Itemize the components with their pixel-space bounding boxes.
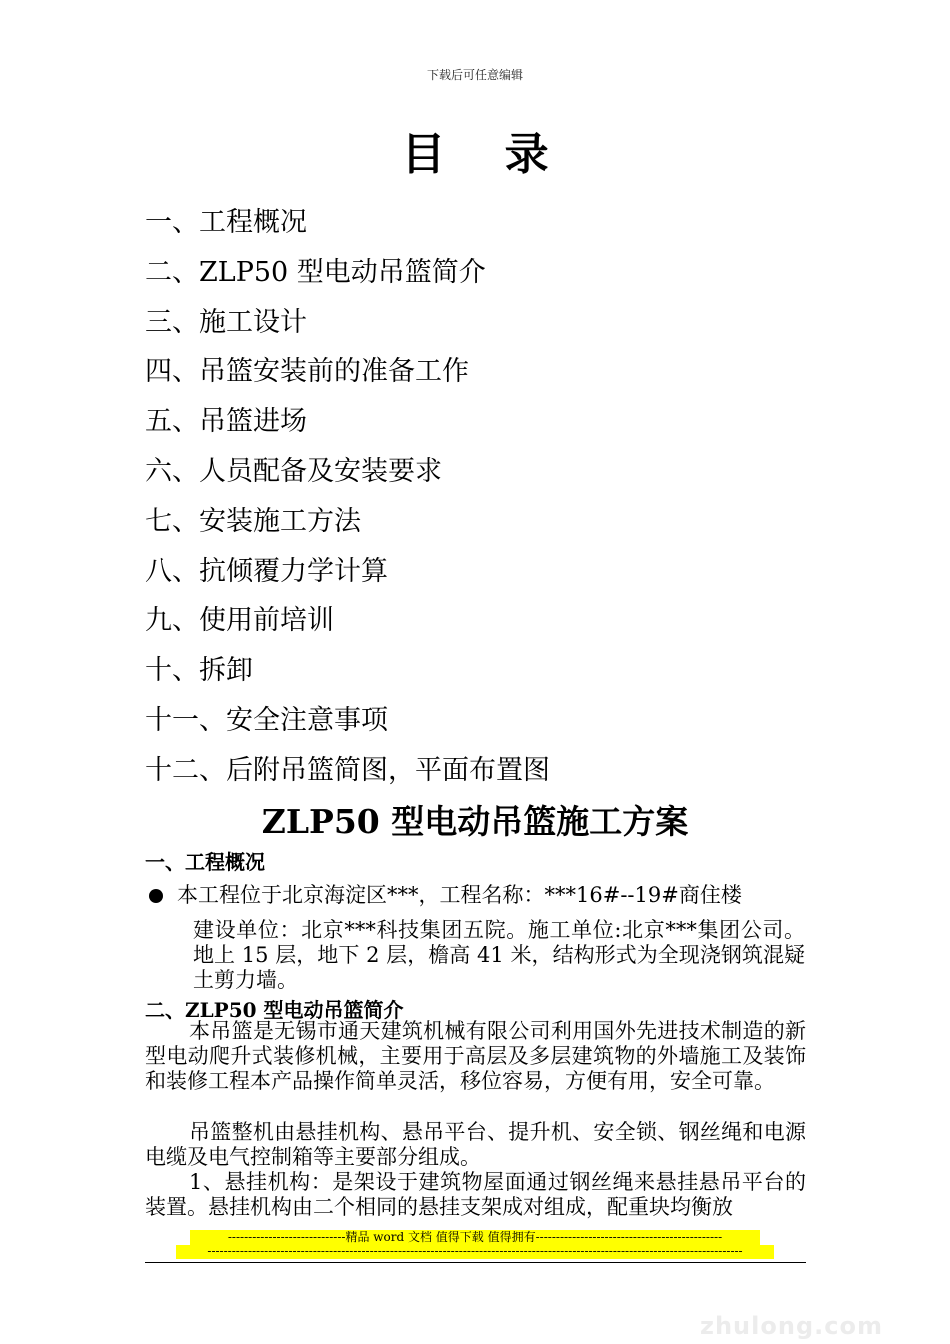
toc-item: 十一、安全注意事项 (145, 704, 388, 736)
body-paragraph: 吊篮整机由悬挂机构、悬吊平台、提升机、安全锁、钢丝绳和电源电缆及电气控制箱等主要部分组成。 (145, 1120, 806, 1169)
body-paragraph: 1、悬挂机构：是架设于建筑物屋面通过钢丝绳来悬挂悬吊平台的装置。悬挂机构由二个相同的悬挂支架成对组成，配重块均衡放 (145, 1170, 806, 1219)
document-title: ZLP50 型电动吊篮施工方案 (261, 802, 689, 841)
footer-banner: -----------------------------精品 word 文档 值得下载 值得拥有---------------------------------------------- (190, 1230, 760, 1245)
table-of-contents (145, 198, 550, 796)
footer-rule (145, 1262, 806, 1263)
toc-item: 八、抗倾覆力学计算 (145, 555, 388, 587)
toc-item: 一、工程概况 (145, 207, 307, 238)
toc-item: 六、人员配备及安装要求 (145, 455, 442, 487)
bullet-item (145, 880, 810, 910)
toc-title: 目 录 (401, 129, 571, 180)
toc-item: 四、吊篮安装前的准备工作 (145, 356, 469, 388)
toc-item: 七、安装施工方法 (145, 505, 361, 537)
page-header-note: 下载后可任意编辑 (426, 68, 523, 82)
section-heading: 二、ZLP50 型电动吊篮简介 (145, 998, 404, 1022)
toc-item: 二、ZLP50 型电动吊篮简介 (145, 256, 486, 288)
bullet-icon (149, 889, 163, 903)
toc-item: 三、施工设计 (145, 306, 307, 338)
watermark: zhulong.com (700, 1312, 883, 1340)
toc-item: 十、拆卸 (145, 655, 253, 687)
project-detail-paragraph: 建设单位：北京***科技集团五院。施工单位:北京***集团公司。地上 15 层，地下 2 层，檐高 41 米，结构形式为全现浇钢筑混疑土剪力墙。 (193, 918, 805, 992)
toc-item: 九、使用前培训 (145, 605, 334, 637)
body-paragraph: 本吊篮是无锡市通天建筑机械有限公司利用国外先进技术制造的新型电动爬升式装修机械，主要用于高层及多层建筑物的外墙施工及装饰和装修工程本产品操作简单灵活，移位容易，方便有用，安全可靠。 (145, 1019, 806, 1093)
toc-item: 十二、后附吊篮简图，平面布置图 (145, 754, 550, 786)
footer-banner-dashes: ------------------------------------------------------------------------------------------------------------------------------------ (176, 1245, 774, 1259)
section-heading: 一、工程概况 (145, 850, 265, 874)
toc-item: 五、吊篮进场 (145, 406, 307, 438)
bullet-text: 本工程位于北京海淀区***，工程名称：***16#--19#商住楼 (177, 883, 742, 907)
